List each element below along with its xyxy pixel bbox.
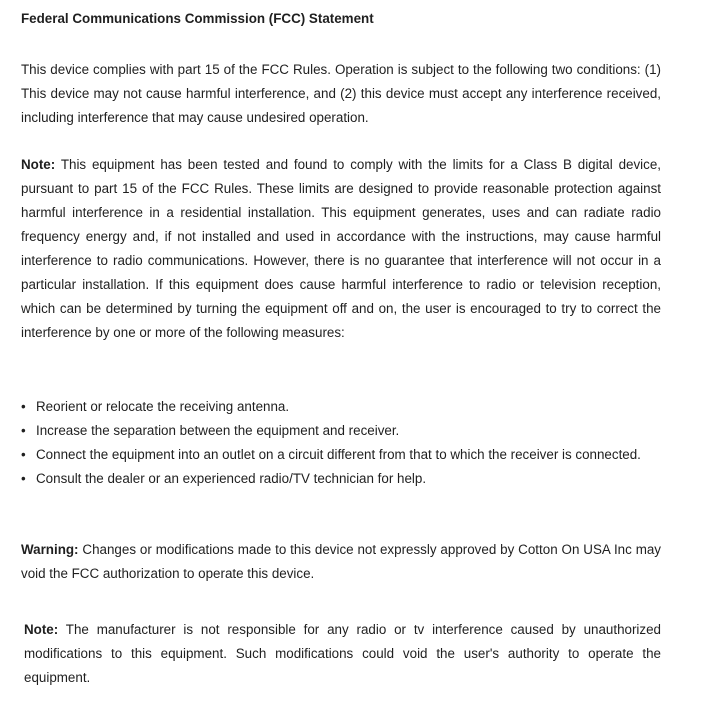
bullet-icon: •: [21, 471, 26, 486]
measures-list: [21, 395, 661, 491]
compliance-paragraph: This device complies with part 15 of the FCC Rules. Operation is subject to the following two conditions: (1) This device may not cause harmful interference, and (2) this device must accept any interference received, including interference that may cause undesired operation.: [21, 62, 661, 125]
measure-text: Connect the equipment into an outlet on a circuit different from that to which the receiver is connected.: [36, 447, 641, 462]
note-text: This equipment has been tested and found to comply with the limits for a Class B digital device, pursuant to part 15 of the FCC Rules. These limits are designed to provide reasonable protection against harmful interference in a residential installation. This equipment generates, uses and can radiate radio frequency energy and, if not installed and used in accordance with the instructions, may cause harmful interference to radio communications. However, there is no guarantee that interference will not occur in a particular installation. If this equipment does cause harmful interference to radio or television reception, which can be determined by turning the equipment off and on, the user is encouraged to try to correct the interference by one or more of the following measures:: [21, 157, 661, 340]
warning-paragraph: [21, 538, 661, 586]
note-label: Note:: [21, 157, 56, 172]
bullet-icon: •: [21, 423, 26, 438]
measure-text: Increase the separation between the equipment and receiver.: [36, 423, 400, 438]
bullet-icon: •: [21, 447, 26, 462]
list-item: [21, 443, 661, 467]
note-text: The manufacturer is not responsible for any radio or tv interference caused by unauthorized modifications to this equipment. Such modifications could void the user's authority to operate the equipment.: [24, 622, 661, 685]
page-title: Federal Communications Commission (FCC) Statement: [21, 11, 374, 26]
class-b-note-paragraph: [21, 153, 661, 345]
note-label: Note:: [24, 622, 59, 637]
warning-label: Warning:: [21, 542, 79, 557]
warning-text: Changes or modifications made to this device not expressly approved by Cotton On USA Inc may void the FCC authorization to operate this device.: [21, 542, 661, 581]
list-item: [21, 419, 661, 443]
measure-text: Consult the dealer or an experienced radio/TV technician for help.: [36, 471, 427, 486]
measure-text: Reorient or relocate the receiving antenna.: [36, 399, 290, 414]
bullet-icon: •: [21, 399, 26, 414]
list-item: [21, 395, 661, 419]
manufacturer-note-paragraph: [24, 618, 661, 690]
list-item: [21, 467, 661, 491]
